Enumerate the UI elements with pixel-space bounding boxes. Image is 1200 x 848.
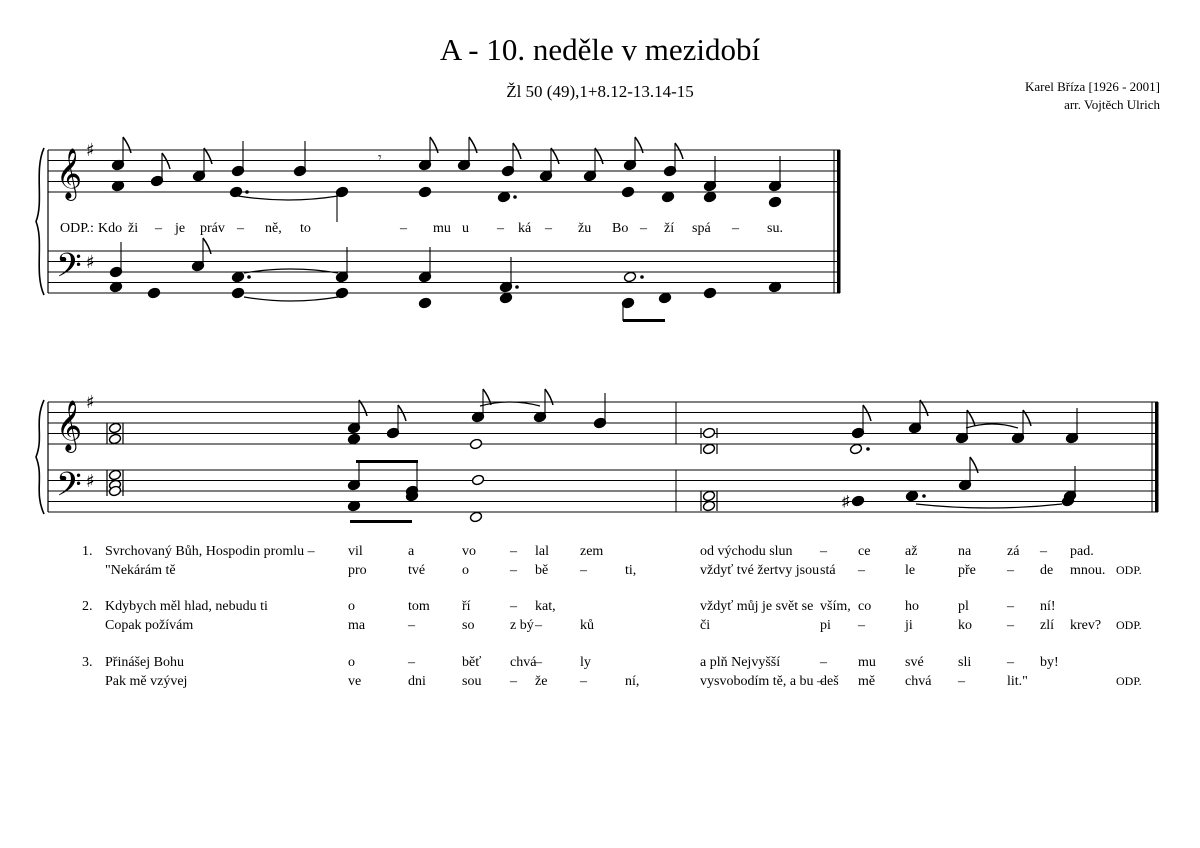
tie	[244, 297, 338, 301]
brace	[36, 400, 44, 514]
note-head	[347, 433, 360, 445]
verse-syllable: –	[820, 655, 827, 670]
note-head	[661, 191, 674, 203]
refrain-syllable: spá	[692, 221, 711, 236]
note-head	[497, 191, 510, 203]
verse-syllable: –	[510, 599, 517, 614]
verse-syllable: pad.	[1070, 544, 1094, 559]
refrain-syllable: Bo	[612, 221, 629, 236]
verse-syllable: o	[348, 655, 355, 670]
verse-syllable: ce	[858, 544, 871, 559]
refrain-syllable: –	[732, 221, 739, 236]
note-head	[703, 191, 716, 203]
verse-syllable: –	[1007, 655, 1014, 670]
verse-syllable: ma	[348, 618, 366, 633]
note-flag	[430, 137, 438, 153]
verse-odp: ODP.	[1116, 618, 1142, 632]
refrain-label: ODP.:	[60, 221, 94, 236]
verse-syllable: sli	[958, 655, 972, 670]
verse-syllable: zlí	[1040, 618, 1054, 633]
verse-syllable: zá	[1007, 544, 1020, 559]
verse-line2-b: vždyť tvé žertvy jsou	[700, 563, 820, 578]
verse-syllable: lit."	[1007, 674, 1028, 689]
note-head	[768, 196, 781, 208]
verse-odp: ODP.	[1116, 563, 1142, 577]
verse-number: 3.	[82, 655, 93, 670]
augmentation-dot	[515, 285, 519, 289]
verse-line1-start: Kdybych měl hlad, nebudu ti	[105, 599, 268, 614]
verse-syllable: by!	[1040, 655, 1059, 670]
verse-syllable: de	[1040, 563, 1054, 578]
beam	[623, 319, 665, 322]
verse-syllable: chvá	[905, 674, 932, 689]
note-flag	[970, 457, 978, 473]
verse-syllable: pře	[958, 563, 976, 578]
verse-syllable: –	[535, 655, 542, 670]
staff-lines	[36, 148, 1159, 514]
verse-line1-b: a plň Nejvyšší	[700, 655, 781, 670]
verse-syllable: běť	[462, 655, 482, 670]
refrain-syllable: je	[175, 221, 186, 236]
treble-clef-icon: 𝄞	[56, 400, 83, 451]
verses	[82, 544, 1142, 689]
verse-syllable: –	[580, 674, 587, 689]
psalm-reference: Žl 50 (49),1+8.12-13.14-15	[506, 82, 694, 101]
refrain-syllable: –	[155, 221, 162, 236]
note-head	[658, 292, 671, 304]
augmentation-dot	[922, 494, 926, 498]
refrain-syllable: práv	[200, 221, 225, 236]
verse-line2-b: vysvobodím tě, a bu –	[700, 674, 825, 689]
verse-syllable: –	[1040, 544, 1047, 559]
refrain-syllable: –	[237, 221, 244, 236]
verse-syllable: –	[858, 618, 865, 633]
verse-syllable: chvá	[510, 655, 537, 670]
beam	[350, 520, 412, 523]
verse-syllable: pi	[820, 618, 831, 633]
breve-note	[702, 490, 715, 502]
verse-syllable: deš	[820, 674, 839, 689]
note-head	[905, 490, 918, 502]
breve-note	[108, 422, 121, 434]
note-flag	[635, 137, 643, 153]
verse-syllable: vo	[462, 544, 476, 559]
bass-clef-icon: 𝄢	[56, 247, 82, 293]
augmentation-dot	[866, 447, 870, 451]
verse-syllable: ve	[348, 674, 362, 689]
note-flag	[123, 137, 131, 153]
tie	[480, 402, 540, 406]
verse-line2-start: Pak mě vzývej	[105, 674, 188, 689]
verse-syllable: –	[958, 674, 965, 689]
refrain-syllable: ži	[128, 221, 139, 236]
verse-line2-b: či	[700, 618, 711, 633]
verse-syllable: ků	[580, 618, 594, 633]
verse-syllable: –	[408, 655, 415, 670]
verse-syllable: vším,	[820, 599, 851, 614]
composer-credit: Karel Bříza [1926 - 2001]	[1024, 79, 1160, 94]
note-head	[418, 297, 431, 309]
verse-syllable: na	[958, 544, 972, 559]
verse-syllable: –	[858, 563, 865, 578]
refrain-syllable: to	[300, 221, 311, 236]
verse-syllable: až	[905, 544, 918, 559]
verse-syllable: ní!	[1040, 599, 1056, 614]
sharp-icon: ♯	[86, 140, 95, 161]
refrain-syllable: ží	[664, 221, 675, 236]
verse-syllable: ní,	[625, 674, 640, 689]
verse-syllable: z bý	[510, 618, 534, 633]
breve-note	[702, 427, 715, 439]
verse-syllable: lal	[535, 544, 549, 559]
verse-odp: ODP.	[1116, 674, 1142, 688]
verse-syllable: ti,	[625, 563, 637, 578]
final-barline-thick	[1155, 402, 1159, 512]
verse-syllable: ji	[905, 618, 913, 633]
verse-syllable: tom	[408, 599, 430, 614]
verse-number: 2.	[82, 599, 93, 614]
verse-syllable: sou	[462, 674, 482, 689]
note-head	[499, 292, 512, 304]
verse-syllable: stá	[820, 563, 836, 578]
verse-syllable: co	[858, 599, 872, 614]
note-flag	[545, 389, 553, 405]
verse-syllable: ří	[462, 599, 471, 614]
tie	[966, 424, 1018, 428]
verse-syllable: –	[510, 563, 517, 578]
sharp-icon: ♯	[842, 494, 850, 510]
verse-syllable: ho	[905, 599, 919, 614]
refrain-lyrics	[98, 221, 783, 236]
verse-syllable: krev?	[1070, 618, 1102, 633]
verse-syllable: –	[580, 563, 587, 578]
augmentation-dot	[247, 275, 251, 279]
score-glyphs	[56, 140, 95, 512]
verse-syllable: ly	[580, 655, 591, 670]
sharp-icon: ♯	[86, 471, 95, 492]
note-head	[621, 186, 634, 198]
verse-syllable: dni	[408, 674, 426, 689]
note-head	[231, 287, 244, 299]
note-head	[231, 271, 244, 283]
note-head	[469, 438, 482, 450]
refrain-syllable: –	[640, 221, 647, 236]
verse-syllable: –	[510, 674, 517, 689]
verse-syllable: mě	[858, 674, 876, 689]
verse-line1-b: vždyť můj je svět se	[700, 599, 814, 614]
note-head	[849, 443, 862, 455]
augmentation-dot	[640, 275, 644, 279]
page-title: A - 10. neděle v mezidobí	[439, 32, 761, 67]
verse-line1-start: Svrchovaný Bůh, Hospodin promlu –	[105, 544, 315, 559]
note-head	[471, 474, 484, 486]
note-head	[851, 495, 864, 507]
tie	[916, 504, 1062, 508]
verse-syllable: tvé	[408, 563, 426, 578]
notes	[107, 137, 1079, 523]
verse-syllable: –	[535, 618, 542, 633]
verse-syllable: zem	[580, 544, 604, 559]
verse-syllable: bě	[535, 563, 549, 578]
verse-syllable: mu	[858, 655, 876, 670]
verse-syllable: –	[510, 544, 517, 559]
verse-syllable: své	[905, 655, 924, 670]
verse-syllable: pl	[958, 599, 969, 614]
refrain-syllable: ká	[518, 221, 532, 236]
augmentation-dot	[245, 190, 249, 194]
verse-line1-b: od východu slun	[700, 544, 793, 559]
sharp-icon: ♯	[86, 392, 95, 413]
final-barline-thick	[837, 150, 841, 293]
augmentation-dot	[513, 195, 517, 199]
verse-line2-start: Copak požívám	[105, 618, 194, 633]
refrain-syllable: ně,	[265, 221, 282, 236]
verse-syllable: le	[905, 563, 916, 578]
note-flag	[469, 137, 477, 153]
verse-syllable: o	[348, 599, 355, 614]
note-flag	[675, 143, 683, 159]
verse-syllable: ko	[958, 618, 972, 633]
breve-note	[108, 433, 121, 445]
refrain-syllable: –	[545, 221, 552, 236]
note-head	[147, 287, 160, 299]
tie	[238, 196, 338, 200]
refrain-syllable: u	[462, 221, 469, 236]
verse-syllable: –	[820, 544, 827, 559]
note-head	[418, 186, 431, 198]
breve-note	[108, 469, 121, 481]
refrain-syllable: su.	[767, 221, 783, 236]
note-flag	[483, 389, 491, 405]
verse-syllable: –	[1007, 563, 1014, 578]
arranger-credit: arr. Vojtěch Ulrich	[1064, 97, 1160, 112]
verse-number: 1.	[82, 544, 93, 559]
brace	[36, 148, 44, 295]
verse-syllable: kat,	[535, 599, 556, 614]
note-flag	[203, 238, 211, 254]
verse-syllable: pro	[348, 563, 367, 578]
note-flag	[513, 143, 521, 159]
verse-line1-start: Přinášej Bohu	[105, 655, 184, 670]
verse-syllable: so	[462, 618, 475, 633]
verse-syllable: a	[408, 544, 415, 559]
verse-syllable: –	[408, 618, 415, 633]
eighth-rest-icon: 𝄾	[378, 150, 382, 166]
verse-syllable: že	[535, 674, 548, 689]
verse-line2-start: "Nekárám tě	[105, 563, 176, 578]
treble-clef-icon: 𝄞	[56, 148, 83, 199]
verse-syllable: vil	[348, 544, 363, 559]
refrain-syllable: žu	[578, 221, 592, 236]
verse-syllable: –	[1007, 599, 1014, 614]
refrain-syllable: mu	[433, 221, 451, 236]
refrain-syllable: –	[497, 221, 504, 236]
note-head	[623, 271, 636, 283]
note-head	[703, 287, 716, 299]
sharp-icon: ♯	[86, 252, 95, 273]
verse-syllable: mnou.	[1070, 563, 1106, 578]
bass-clef-icon: 𝄢	[56, 466, 82, 512]
verse-syllable: –	[1007, 618, 1014, 633]
beam	[356, 460, 418, 463]
refrain-syllable: Kdo	[98, 221, 123, 236]
breve-note	[702, 443, 715, 455]
note-head	[469, 511, 482, 523]
refrain-syllable: –	[400, 221, 407, 236]
verse-syllable: o	[462, 563, 469, 578]
